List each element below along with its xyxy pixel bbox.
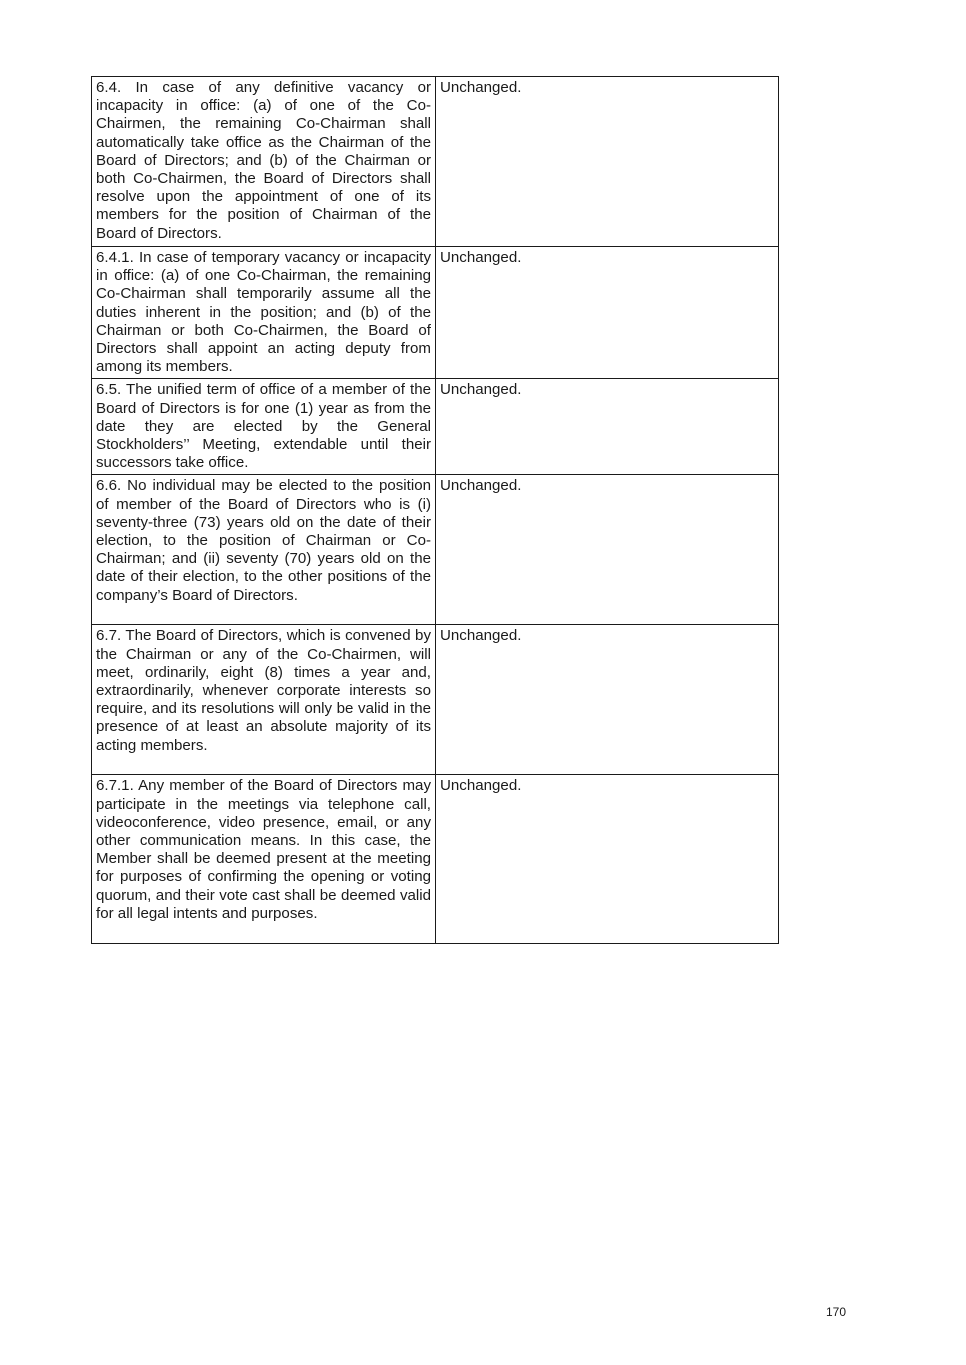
proposed-text-cell: Unchanged. xyxy=(436,247,779,379)
original-text-cell: 6.7.1. Any member of the Board of Directors may participate in the meetings via telephone call, videoconference, video presence, email, or any other communication means. In this case, the Member shall be deemed present at the meeting for purposes of confirming the opening or voting quorum, and their vote cast shall be deemed valid for all legal intents and purposes. xyxy=(92,775,436,944)
original-text-cell: 6.6. No individual may be elected to the position of member of the Board of Directors who is (i) seventy-three (73) years old on the date of their election, to the position of Chairman or Co-Chairman; and (ii) seventy (70) years old on the date of their election, to the other positions of the company’s Board of Directors. xyxy=(92,475,436,625)
original-text-cell: 6.4. In case of any definitive vacancy or incapacity in office: (a) of one of the Co-Chairmen, the remaining Co-Chairman shall automatically take office as the Chairman of the Board of Directors; and (b) of the Chairman or both Co-Chairmen, the Board of Directors shall resolve upon the appointment of one of its members for the position of Chairman of the Board of Directors. xyxy=(92,77,436,247)
original-text-cell: 6.7. The Board of Directors, which is convened by the Chairman or any of the Co-Chairmen, will meet, ordinarily, eight (8) times a year and, extraordinarily, whenever corporate interests so require, and its resolutions will only be valid in the presence of at least an absolute majority of its acting members. xyxy=(92,625,436,775)
proposed-text-cell: Unchanged. xyxy=(436,775,779,944)
proposed-text-cell: Unchanged. xyxy=(436,379,779,475)
proposed-text-cell: Unchanged. xyxy=(436,475,779,625)
table-row xyxy=(92,77,779,247)
table-row xyxy=(92,475,779,625)
proposed-text-cell: Unchanged. xyxy=(436,625,779,775)
page-number: 170 xyxy=(826,1305,847,1319)
bylaws-comparison-table xyxy=(91,76,779,944)
original-text-cell: 6.4.1. In case of temporary vacancy or incapacity in office: (a) of one Co-Chairman, the remaining Co-Chairman shall temporarily assume all the duties inherent in the position; and (b) of the Chairman or both Co-Chairmen, the Board of Directors shall appoint an acting deputy from among its members. xyxy=(92,247,436,379)
table-row xyxy=(92,247,779,379)
proposed-text-cell: Unchanged. xyxy=(436,77,779,247)
original-text-cell: 6.5. The unified term of office of a member of the Board of Directors is for one (1) year as from the date they are elected by the General Stockholders’’ Meeting, extendable until their successors take office. xyxy=(92,379,436,475)
table-row xyxy=(92,775,779,944)
table-row xyxy=(92,625,779,775)
table-row xyxy=(92,379,779,475)
